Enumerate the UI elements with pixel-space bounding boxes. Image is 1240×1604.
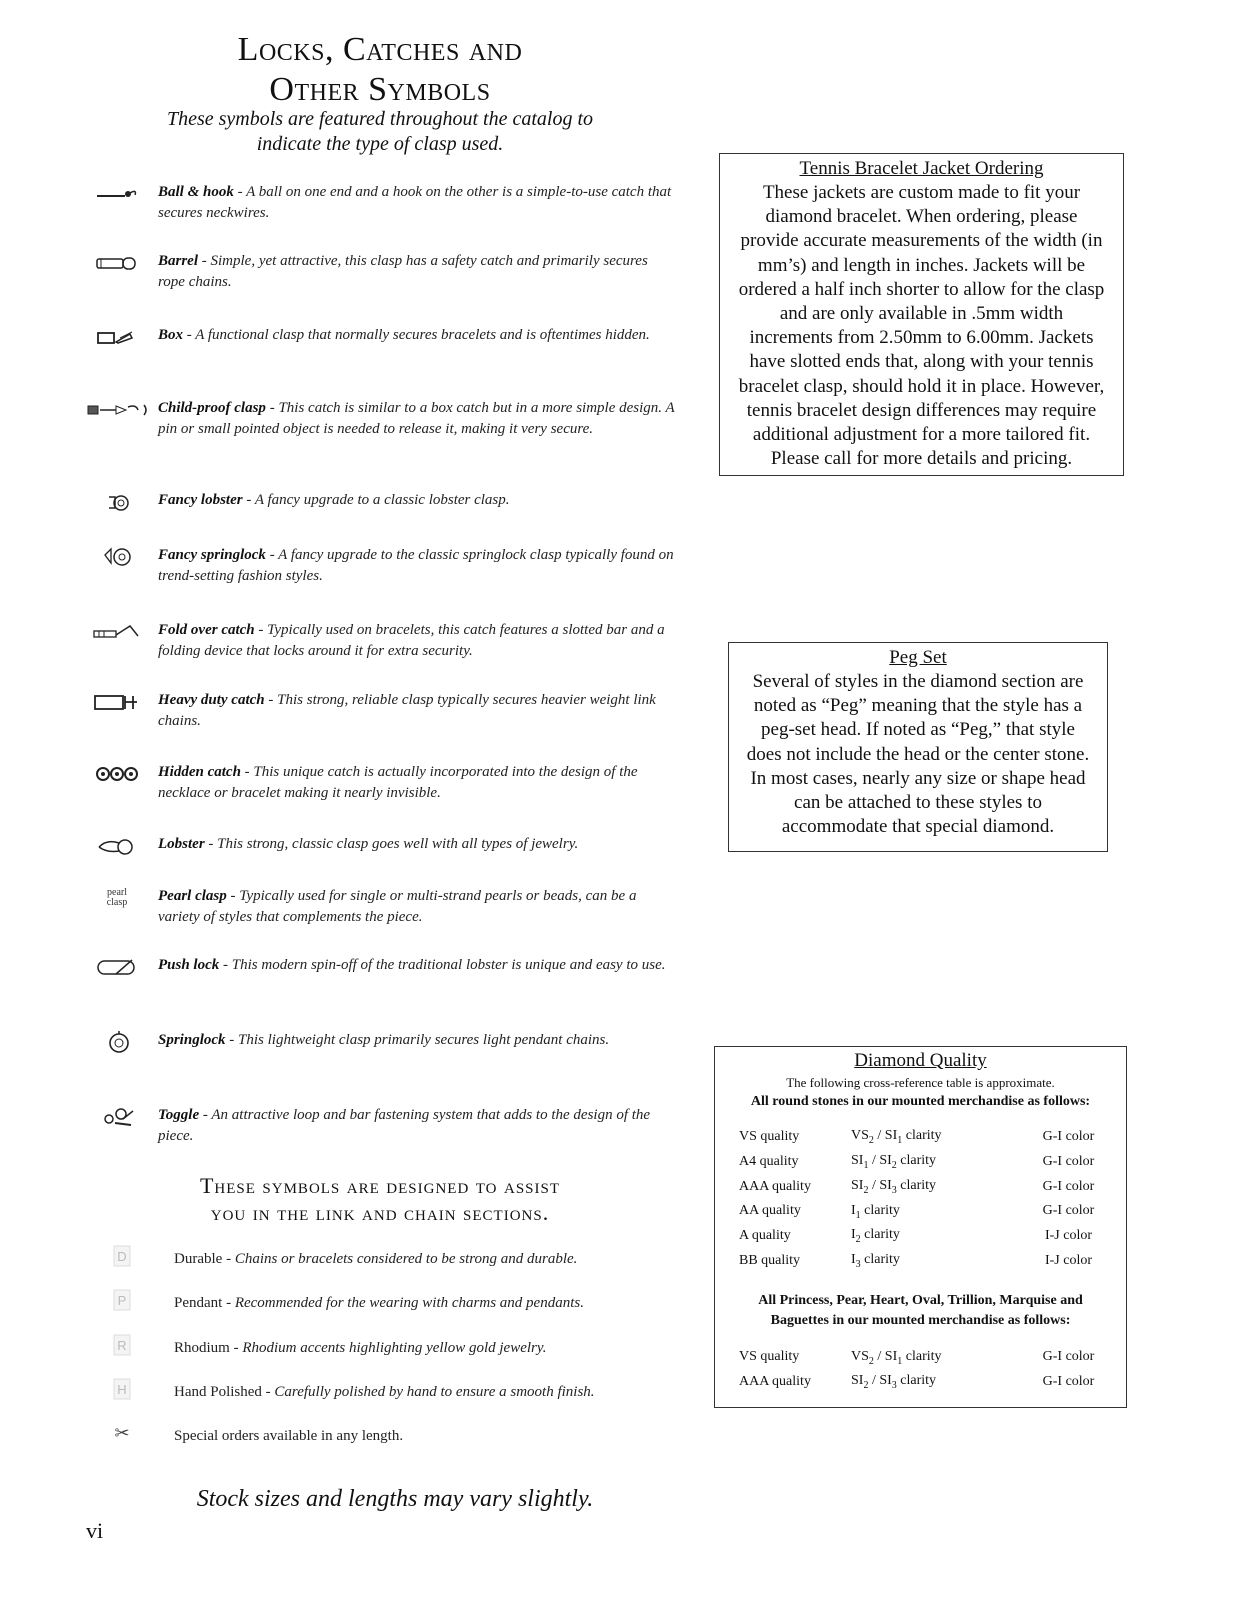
tennis-box-body: [720, 181, 1123, 471]
chain-symbol-pendant: Pendant - Recommended for the wearing with charms and pendants.: [174, 1295, 584, 1311]
clasp-name: Ball & hook: [158, 184, 234, 200]
quality-cell: BB quality: [739, 1252, 801, 1268]
clarity-cell: $SI_1 / SI_2$ clarity: [851, 1153, 937, 1171]
clasp-desc: An attractive loop and bar fastening system that adds to the design of the piece.: [158, 1107, 651, 1144]
clarity-a: SI: [851, 1373, 864, 1389]
clarity-a: SI: [851, 1153, 864, 1169]
clasp-name: Fold over catch: [158, 622, 255, 638]
push-lock-icon: [86, 955, 148, 979]
fancy-shapes-table: [725, 1345, 1116, 1394]
clarity-b: SI: [879, 1373, 892, 1389]
hand-polished-icon-letter: H: [117, 1382, 127, 1397]
clarity-cell: $SI_2 / SI_3$ clarity: [851, 1373, 937, 1392]
color-cell: I-J color: [1044, 1228, 1093, 1244]
table-row: [725, 1370, 1116, 1395]
box-clasp-icon: [86, 325, 148, 349]
chain-symbol-hand-polished: Hand Polished - Carefully polished by hand to ensure a smooth finish.: [174, 1384, 595, 1400]
color-cell: G-I color: [1042, 1374, 1095, 1390]
clasp-name: Hidden catch: [158, 764, 241, 780]
peg-line: can be attached to these styles to: [794, 792, 1042, 814]
color-cell: I-J color: [1044, 1252, 1093, 1268]
tennis-box-title: Tennis Bracelet Jacket Ordering: [799, 158, 1044, 179]
fancy-heading-line-2: Baguettes in our mounted merchandise as follows:: [770, 1313, 1071, 1329]
fancy-lobster-icon: [86, 490, 148, 514]
tennis-line: ordered a half inch shorter to allow for the clasp: [738, 278, 1105, 300]
tennis-line: and are only available in .5mm width: [779, 303, 1064, 325]
clasp-desc: A ball on one end and a hook on the other is a simple-to-use catch that secures neckwires.: [158, 184, 672, 221]
color-cell: G-I color: [1042, 1349, 1095, 1365]
rhodium-icon-letter: R: [117, 1338, 127, 1353]
fancy-shapes-heading: [725, 1291, 1116, 1331]
clarity-cell: [851, 1224, 1021, 1249]
clasp-name: Springlock: [158, 1032, 226, 1048]
clasp-desc: This lightweight clasp primarily secures light pendant chains.: [238, 1032, 610, 1048]
section-heading-link-chain: [110, 1172, 650, 1226]
chain-symbol-desc: Carefully polished by hand to ensure a smooth finish.: [274, 1384, 595, 1400]
color-cell: G-I color: [1042, 1154, 1095, 1170]
chain-symbol-name: Rhodium: [174, 1340, 230, 1356]
table-row: [725, 1248, 1116, 1273]
chain-symbol-name: Durable: [174, 1251, 223, 1267]
hidden-catch-icon: [86, 762, 148, 786]
peg-line: noted as “Peg” meaning that the style has a: [753, 695, 1083, 717]
quality-cell: VS quality: [739, 1129, 800, 1145]
clarity-b-sub: 1: [897, 1135, 903, 1147]
child-proof-icon: [86, 398, 148, 422]
clasp-desc: This strong, reliable clasp typically secures heavier weight link chains.: [158, 692, 656, 729]
clasp-desc: This strong, classic clasp goes well with all types of jewelry.: [217, 836, 579, 852]
subtitle-line-1: These symbols are featured throughout the catalog to: [166, 108, 594, 130]
clasp-name: Fancy lobster: [158, 492, 243, 508]
clarity-suffix: clarity: [864, 1202, 900, 1218]
peg-line: In most cases, nearly any size or shape head: [750, 767, 1086, 789]
clasp-desc: This catch is similar to a box catch but in a more simple design. A pin or small pointed object is needed to release it, making it very secure.: [158, 400, 675, 437]
clarity-a: I: [851, 1227, 856, 1243]
tennis-bracelet-box: [719, 153, 1124, 476]
clasp-name: Push lock: [158, 957, 220, 973]
clarity-cell: $VS_2 / SI_1$ clarity: [851, 1348, 942, 1367]
clasp-name: Fancy springlock: [158, 547, 266, 563]
clarity-a: SI: [851, 1177, 864, 1193]
clarity-b-sub: 2: [891, 1159, 897, 1171]
peg-set-box: [728, 642, 1108, 852]
clasp-item-toggle: Toggle - An attractive loop and bar fastening system that adds to the design of the piece.: [86, 1105, 686, 1165]
diamond-box-title: Diamond Quality: [854, 1050, 987, 1071]
clarity-suffix: clarity: [864, 1227, 900, 1243]
chain-symbol-desc: Chains or bracelets considered to be strong and durable.: [234, 1251, 578, 1267]
clasp-item-lobster: Lobster - This strong, classic clasp goes well with all types of jewelry.: [86, 834, 686, 894]
quality-cell: A quality: [739, 1228, 791, 1244]
peg-line: accommodate that special diamond.: [781, 816, 1055, 838]
clasp-item-pearl-clasp: pearl clasp Pearl clasp - Typically used for single or multi-strand pearls or beads, can be a variety of styles that complements the piece.: [86, 886, 686, 946]
clarity-cell: $VS_2 / SI_1$ clarity: [851, 1128, 942, 1147]
clarity-b-sub: 3: [891, 1380, 897, 1392]
tennis-line: provide accurate measurements of the width (in: [740, 230, 1103, 252]
tennis-line: diamond bracelet. When ordering, please: [765, 206, 1078, 228]
clasp-desc: This modern spin-off of the traditional lobster is unique and easy to use.: [231, 957, 666, 973]
fancy-springlock-icon: [86, 545, 148, 569]
clarity-a: I: [851, 1251, 856, 1267]
clasp-item-push-lock: Push lock - This modern spin-off of the traditional lobster is unique and easy to use.: [86, 955, 686, 1015]
lobster-icon: [86, 834, 148, 858]
peg-line: Several of styles in the diamond section are: [752, 671, 1084, 692]
table-row: [725, 1345, 1116, 1370]
clasp-desc: Typically used on bracelets, this catch features a slotted bar and a folding device that locks around it for extra security.: [158, 622, 665, 659]
clarity-suffix: clarity: [905, 1348, 942, 1364]
toggle-icon: [86, 1105, 148, 1129]
chain-symbol-rhodium: Rhodium - Rhodium accents highlighting yellow gold jewelry.: [174, 1340, 547, 1356]
diamond-quality-box: [714, 1046, 1127, 1408]
quality-cell: A4 quality: [739, 1154, 799, 1170]
clarity-b: SI: [879, 1153, 892, 1169]
clasp-item-heavy-duty: Heavy duty catch - This strong, reliable clasp typically secures heavier weight link chains.: [86, 690, 686, 750]
clasp-item-hidden-catch: Hidden catch - This unique catch is actually incorporated into the design of the necklace or bracelet making it nearly invisible.: [86, 762, 686, 822]
clasp-name: Box: [158, 327, 184, 343]
pearl-clasp-icon-text: pearl clasp: [106, 887, 128, 908]
clasp-desc: Simple, yet attractive, this clasp has a safety catch and primarily secures rope chains.: [158, 253, 648, 290]
tennis-line: mm’s) and length in inches. Jackets will be: [757, 254, 1086, 276]
color-cell: G-I color: [1042, 1129, 1095, 1145]
pendant-icon-letter: P: [117, 1293, 127, 1308]
clasp-item-child-proof: Child-proof clasp - This catch is similar to a box catch but in a more simple design. A pin or small pointed object is needed to release it, making it very secure.: [86, 398, 686, 458]
clarity-a-sub: 2: [868, 1355, 874, 1367]
clasp-desc: This unique catch is actually incorporated into the design of the necklace or bracelet making it nearly invisible.: [158, 764, 638, 801]
tennis-line: increments from 2.50mm to 6.00mm. Jackets: [749, 327, 1094, 349]
pendant-icon: [86, 1288, 158, 1312]
clarity-b-sub: 1: [897, 1355, 903, 1367]
heavy-duty-icon: [86, 690, 148, 714]
clarity-b: SI: [884, 1128, 898, 1144]
scissors-icon: [86, 1421, 158, 1445]
clarity-a-sub: 2: [855, 1233, 861, 1245]
tennis-line: bracelet clasp, should hold it in place. However,: [738, 375, 1105, 397]
clarity-cell: [851, 1199, 1021, 1224]
clarity-suffix: clarity: [900, 1177, 937, 1193]
peg-box-title: Peg Set: [889, 647, 947, 668]
clarity-a: VS: [851, 1128, 869, 1144]
clasp-name: Toggle: [158, 1107, 200, 1123]
clarity-b: SI: [884, 1348, 898, 1364]
clasp-name: Child-proof clasp: [158, 400, 266, 416]
clasp-name: Lobster: [158, 836, 205, 852]
title-line-2: Other Symbols: [269, 71, 491, 108]
hand-polished-icon: [86, 1377, 158, 1401]
rhodium-icon: [86, 1333, 158, 1357]
table-row: [725, 1150, 1116, 1175]
clarity-a-sub: 2: [863, 1380, 869, 1392]
page-subtitle: [120, 107, 640, 157]
ball-hook-icon: [86, 182, 148, 206]
title-line-1: Locks, Catches and: [237, 31, 523, 68]
quality-cell: AA quality: [739, 1203, 801, 1219]
diamond-note: The following cross-reference table is approximate.: [786, 1075, 1055, 1090]
clarity-a-sub: 3: [855, 1258, 861, 1270]
tennis-line: tennis bracelet design differences may require: [746, 399, 1097, 421]
page-number: vi: [86, 1518, 104, 1543]
clasp-desc: A fancy upgrade to a classic lobster clasp.: [254, 492, 510, 508]
section-heading-line-1: These symbols are designed to assist: [199, 1173, 561, 1198]
tennis-line: additional adjustment for a more tailored fit.: [752, 424, 1091, 446]
tennis-line: These jackets are custom made to fit your: [762, 182, 1081, 203]
clasp-item-fancy-lobster: Fancy lobster - A fancy upgrade to a classic lobster clasp.: [86, 490, 686, 550]
table-row: [725, 1125, 1116, 1150]
clarity-suffix: clarity: [900, 1373, 937, 1389]
clarity-cell: $SI_2 / SI_3$ clarity: [851, 1177, 937, 1196]
chain-symbol-desc: Recommended for the wearing with charms and pendants.: [234, 1295, 584, 1311]
peg-line: peg-set head. If noted as “Peg,” that style: [761, 719, 1075, 741]
table-row: [725, 1199, 1116, 1224]
clasp-name: Heavy duty catch: [158, 692, 265, 708]
chain-symbol-name: Hand Polished: [174, 1384, 262, 1400]
round-stones-table: [725, 1125, 1116, 1273]
subtitle-line-2: indicate the type of clasp used.: [256, 133, 504, 155]
clasp-item-ball-hook: Ball & hook - A ball on one end and a hook on the other is a simple-to-use catch that secures neckwires.: [86, 182, 686, 242]
color-cell: G-I color: [1042, 1203, 1095, 1219]
clarity-a-sub: 1: [855, 1209, 861, 1221]
clasp-item-fold-over: Fold over catch - Typically used on bracelets, this catch features a slotted bar and a folding device that locks around it for extra security.: [86, 620, 686, 680]
clasp-desc: A fancy upgrade to the classic springlock clasp typically found on trend-setting fashion styles.: [158, 547, 674, 584]
durable-icon-letter: D: [117, 1249, 127, 1264]
clasp-item-springlock: Springlock - This lightweight clasp primarily secures light pendant chains.: [86, 1030, 686, 1090]
tennis-line: have slotted ends that, along with your tennis: [749, 351, 1094, 373]
fold-over-icon: [86, 620, 148, 644]
clarity-suffix: clarity: [864, 1251, 900, 1267]
page-title: [120, 30, 640, 110]
fancy-heading-line-1: All Princess, Pear, Heart, Oval, Trillion, Marquise and: [758, 1293, 1083, 1309]
peg-box-body: [729, 670, 1107, 839]
clarity-a-sub: 1: [863, 1159, 869, 1171]
chain-symbol-name: Pendant: [174, 1295, 223, 1311]
round-stones-heading: All round stones in our mounted merchandise as follows:: [750, 1094, 1091, 1109]
quality-cell: AAA quality: [739, 1374, 811, 1390]
clarity-a-sub: 2: [868, 1135, 874, 1147]
clarity-cell: [851, 1248, 1021, 1273]
section-heading-line-2: you in the link and chain sections.: [210, 1200, 550, 1225]
table-row: [725, 1174, 1116, 1199]
table-row: [725, 1224, 1116, 1249]
clasp-desc: Typically used for single or multi-strand pearls or beads, can be a variety of styles that complements the piece.: [158, 888, 637, 925]
clarity-a: I: [851, 1202, 856, 1218]
clarity-suffix: clarity: [905, 1128, 942, 1144]
quality-cell: AAA quality: [739, 1178, 811, 1194]
clasp-desc: A functional clasp that normally secures bracelets and is oftentimes hidden.: [195, 327, 650, 343]
chain-symbol-special-orders: Special orders available in any length.: [174, 1428, 404, 1444]
clasp-item-fancy-springlock: Fancy springlock - A fancy upgrade to the classic springlock clasp typically found on trend-setting fashion styles.: [86, 545, 686, 605]
quality-cell: VS quality: [739, 1349, 800, 1365]
clasp-name: Pearl clasp: [158, 888, 227, 904]
scissors-icon-glyph: ✂: [114, 1422, 130, 1443]
clasp-item-box: Box - A functional clasp that normally secures bracelets and is oftentimes hidden.: [86, 325, 686, 385]
stock-sizes-note: Stock sizes and lengths may vary slightly.: [196, 1486, 594, 1512]
clasp-name: Barrel: [158, 253, 199, 269]
barrel-icon: [86, 251, 148, 275]
clarity-suffix: clarity: [900, 1153, 937, 1169]
pearl-clasp-icon: [86, 886, 148, 910]
clasp-item-barrel: Barrel - Simple, yet attractive, this clasp has a safety catch and primarily secures rope chains.: [86, 251, 686, 311]
chain-symbol-desc: Rhodium accents highlighting yellow gold jewelry.: [242, 1340, 547, 1356]
clarity-a: VS: [851, 1348, 869, 1364]
clarity-a-sub: 2: [863, 1184, 869, 1196]
chain-symbol-durable: Durable - Chains or bracelets considered to be strong and durable.: [174, 1251, 578, 1267]
peg-line: does not include the head or the center stone.: [746, 743, 1090, 765]
durable-icon: [86, 1244, 158, 1268]
color-cell: G-I color: [1042, 1178, 1095, 1194]
clarity-b: SI: [879, 1177, 892, 1193]
springlock-icon: [86, 1030, 148, 1054]
tennis-line: Please call for more details and pricing.: [770, 448, 1073, 470]
clarity-b-sub: 3: [891, 1184, 897, 1196]
